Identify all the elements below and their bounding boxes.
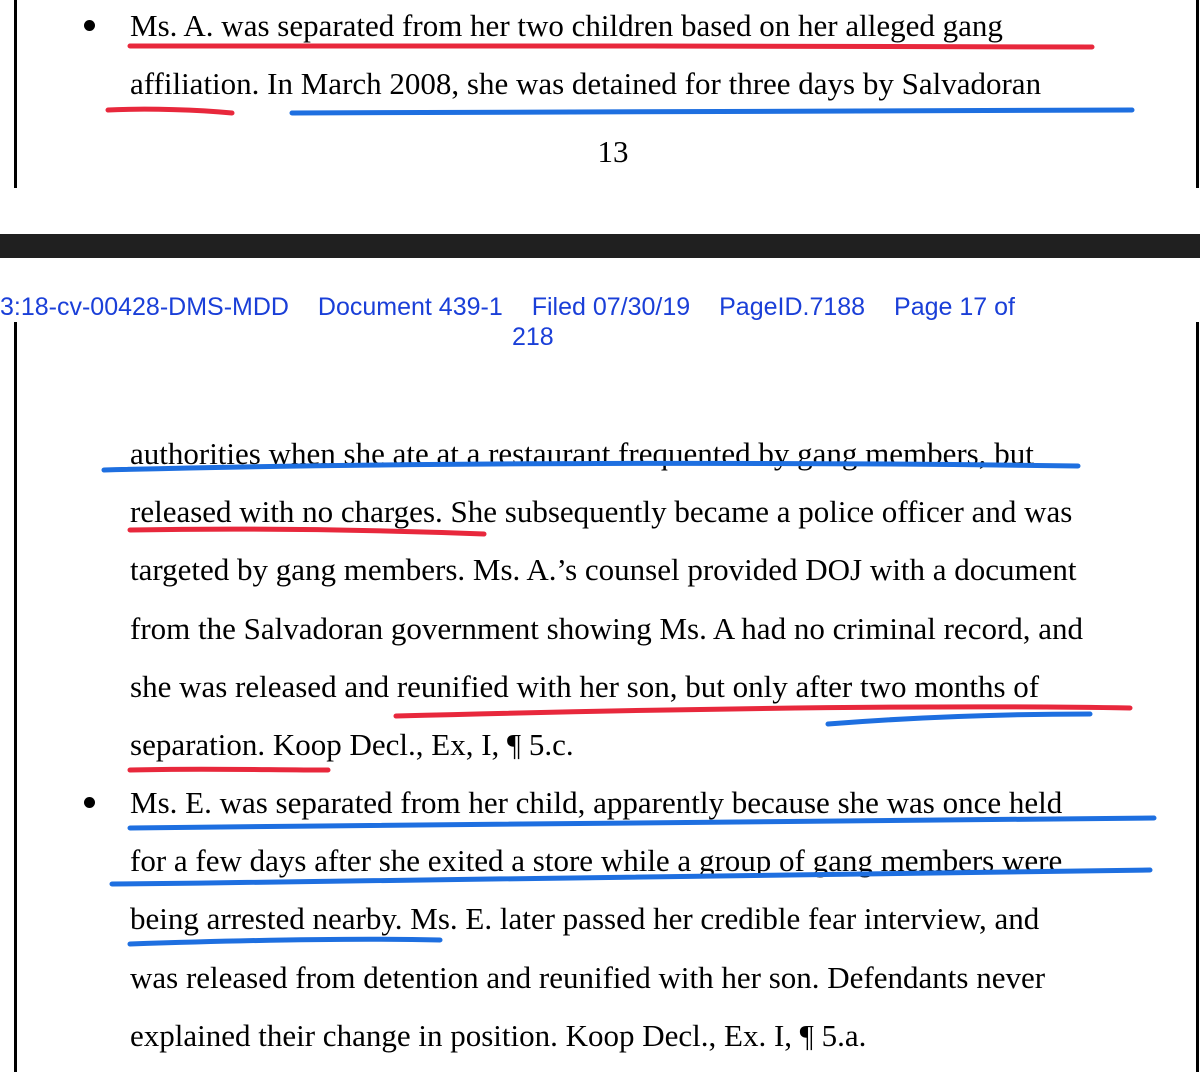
text-line: for a few days after she exited a store while a group of gang members were xyxy=(130,843,1063,878)
page-number: 13 xyxy=(597,134,629,169)
blue-underline xyxy=(292,110,1132,113)
blue-underline xyxy=(130,939,440,944)
bullet-ms-a xyxy=(84,20,95,31)
text-line: from the Salvadoran government showing Ms. A had no criminal record, and xyxy=(130,611,1084,646)
red-underline xyxy=(130,46,1092,47)
red-underline xyxy=(396,707,1130,716)
text-line: was released from detention and reunified with her son. Defendants never xyxy=(130,960,1046,995)
text-line: being arrested nearby. Ms. E. later passed her credible fear interview, and xyxy=(130,901,1040,936)
text-line: Ms. A. was separated from her two children based on her alleged gang xyxy=(130,8,1003,43)
text-line: released with no charges. She subsequently became a police officer and was xyxy=(130,494,1073,529)
blue-underline xyxy=(828,714,1090,724)
page-id: PageID.7188 xyxy=(719,293,866,321)
red-underline xyxy=(108,109,232,113)
page-edge-right-bottom xyxy=(1196,322,1199,1072)
page-edge-left-bottom xyxy=(14,322,17,1072)
red-underline xyxy=(130,769,328,770)
page-of: Page 17 of xyxy=(894,293,1015,321)
text-line: targeted by gang members. Ms. A.’s counsel provided DOJ with a document xyxy=(130,552,1077,587)
bullet-ms-e xyxy=(84,797,95,808)
text-line: affiliation. In March 2008, she was detained for three days by Salvadoran xyxy=(130,66,1042,101)
text-line: she was released and reunified with her son, but only after two months of xyxy=(130,669,1040,704)
text-line: authorities when she ate at a restaurant frequented by gang members, but xyxy=(130,436,1034,471)
page-divider xyxy=(0,234,1200,258)
page-total: 218 xyxy=(512,323,554,351)
filed-date: Filed 07/30/19 xyxy=(531,293,691,321)
text-line: Ms. E. was separated from her child, apparently because she was once held xyxy=(130,785,1063,820)
document-number: Document 439-1 xyxy=(317,293,503,321)
case-number: 3:18-cv-00428-DMS-MDD xyxy=(0,293,289,321)
text-line: explained their change in position. Koop Decl., Ex. I, ¶ 5.a. xyxy=(130,1018,867,1053)
text-line: separation. Koop Decl., Ex, I, ¶ 5.c. xyxy=(130,727,574,762)
